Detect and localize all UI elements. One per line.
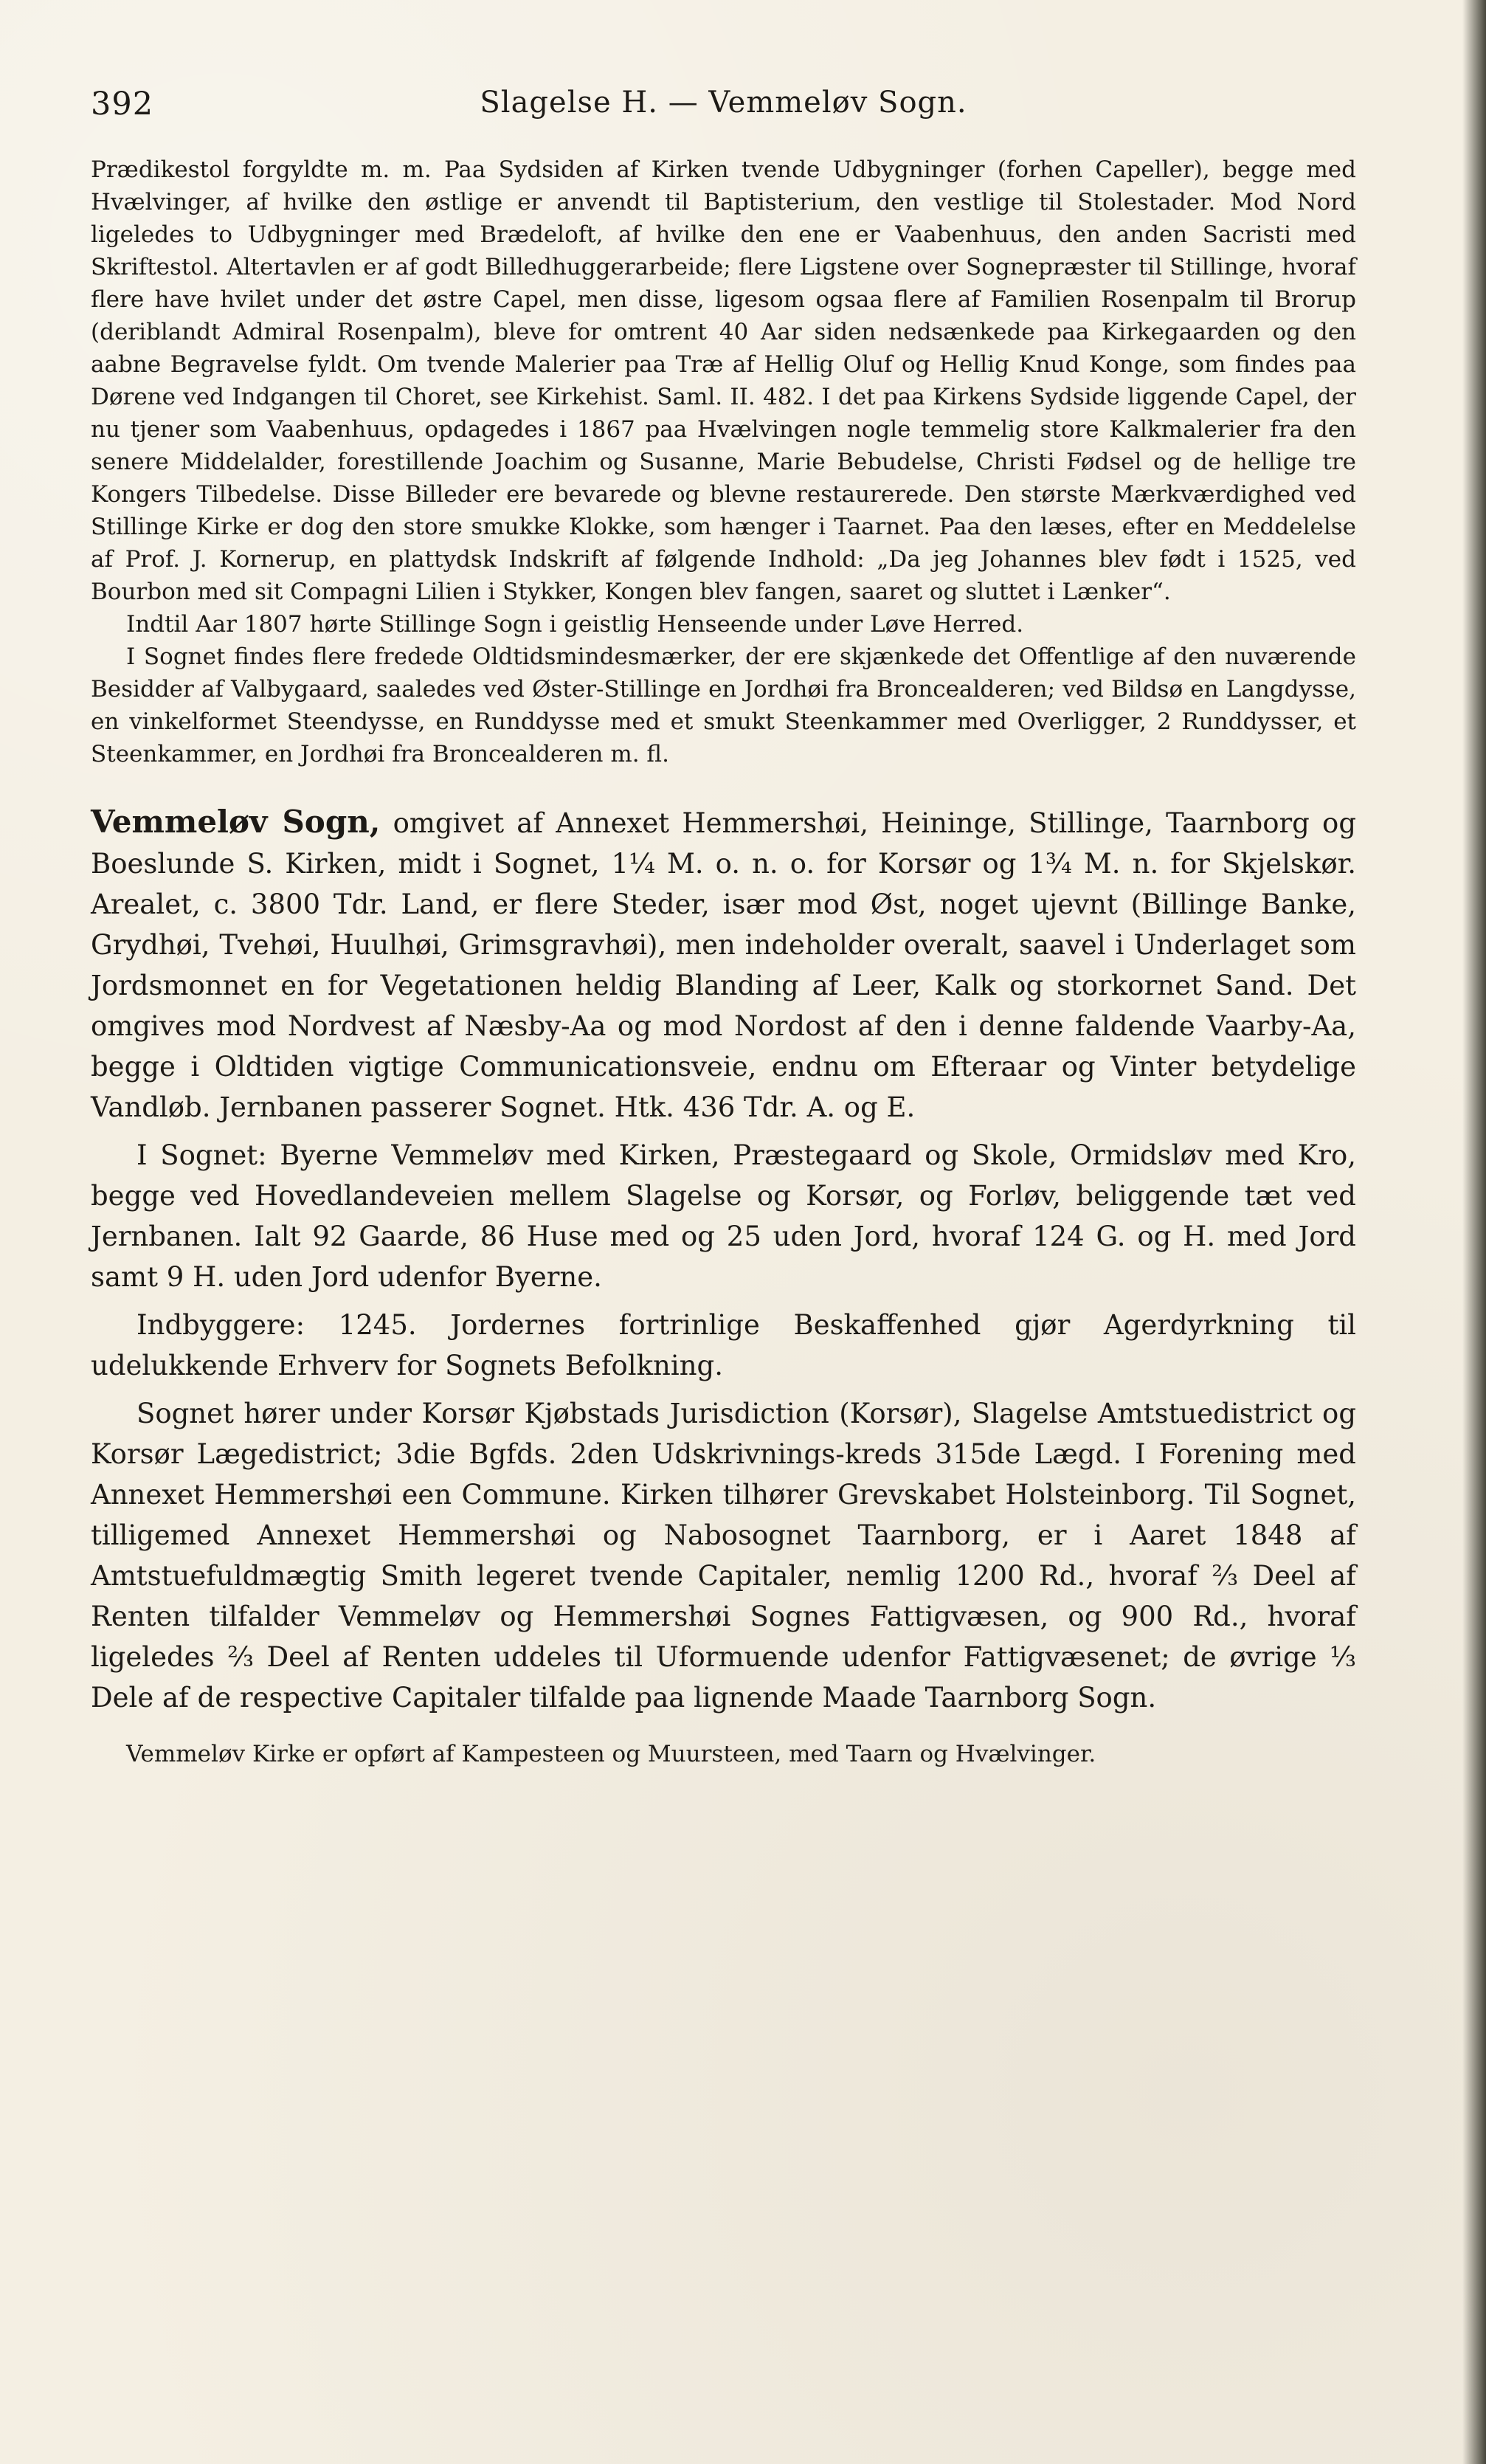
parish-paragraph: Sognet hører under Korsør Kjøbstads Jurisdiction (Korsør), Slagelse Amtstuedistrict og Korsør Lægedistrict; 3die Bgfds. 2den Udskrivnings-kreds 315de Lægd. I Forening med Annexet Hemmershøi een Commune. Kirken tilhører Grevskabet Holsteinborg. Til Sognet, tilligemed Annexet Hemmershøi og Nabosognet Taarnborg, er i Aaret 1848 af Amtstuefuldmægtig Smith legeret tvende Capitaler, nemlig 1200 Rd., hvoraf ⅔ Deel af Renten tilfalder Vemmeløv og Hemmershøi Sognes Fattigvæsen, og 900 Rd., hvoraf ligeledes ⅔ Deel af Renten uddeles til Uformuende udenfor Fattigvæsenet; de øvrige ⅓ Dele af de respective Capitaler tilfalde paa lignende Maade Taarnborg Sogn. xyxy=(91,1398,1356,1714)
intro-paragraph: I Sognet findes flere fredede Oldtidsmindesmærker, der ere skjænkede det Offentlige af den nuværende Besidder af Valbygaard, saaledes ved Øster-Stillinge en Jordhøi fra Broncealderen; ved Bildsø en Langdysse, en vinkelformet Steendysse, en Runddysse med et smukt Steenkammer med Overligger, 2 Runddysser, et Steenkammer, en Jordhøi fra Broncealderen m. fl. xyxy=(91,643,1356,767)
parish-entry xyxy=(91,801,1356,1770)
parish-paragraph: I Sognet: Byerne Vemmeløv med Kirken, Præstegaard og Skole, Ormidsløv med Kro, begge ved Hovedlandeveien mellem Slagelse og Korsør, og Forløv, beliggende tæt ved Jernbanen. Ialt 92 Gaarde, 86 Huse med og 25 uden Jord, hvoraf 124 G. og H. med Jord samt 9 H. uden Jord udenfor Byerne. xyxy=(91,1139,1356,1293)
parish-description: omgivet af Annexet Hemmershøi, Heininge, Stillinge, Taarnborg og Boeslunde S. Kirken, midt i Sognet, 1¼ M. o. n. o. for Korsør og 1¾ M. n. for Skjelskør. Arealet, c. 3800 Tdr. Land, er flere Steder, især mod Øst, noget ujevnt (Billinge Banke, Grydhøi, Tvehøi, Huulhøi, Grimsgravhøi), men indeholder overalt, saavel i Underlaget som Jordsmonnet en for Vegetationen heldig Blanding af Leer, Kalk og storkornet Sand. Det omgives mod Nordvest af Næsby-Aa og mod Nordost af den i denne faldende Vaarby-Aa, begge i Oldtiden vigtige Communicationsveie, endnu om Efteraar og Vinter betydelige Vandløb. Jernbanen passerer Sognet. Htk. 436 Tdr. A. og E. xyxy=(91,807,1357,1123)
parish-paragraph xyxy=(91,801,1356,1128)
page-content xyxy=(91,86,1356,1792)
intro-section xyxy=(91,153,1356,770)
parish-paragraph: Indbyggere: 1245. Jordernes fortrinlige Beskaffenhed gjør Agerdyrkning til udelukkende Erhverv for Sognets Befolkning. xyxy=(91,1309,1356,1381)
page-header xyxy=(91,86,1356,137)
running-head: Slagelse H. — Vemmeløv Sogn. xyxy=(480,86,967,120)
intro-paragraph: Indtil Aar 1807 hørte Stillinge Sogn i geistlig Henseende under Løve Herred. xyxy=(126,611,1024,638)
footnote: Vemmeløv Kirke er opført af Kampesteen og Muursteen, med Taarn og Hvælvinger. xyxy=(126,1741,1096,1767)
intro-paragraph: Prædikestol forgyldte m. m. Paa Sydsiden af Kirken tvende Udbygninger (forhen Capeller), begge med Hvælvinger, af hvilke den østlige er anvendt til Baptisterium, den vestlige til Stolestader. Mod Nord ligeledes to Udbygninger med Brædeloft, af hvilke den ene er Vaabenhuus, den anden Sacristi med Skriftestol. Altertavlen er af godt Billedhuggerarbeide; flere Ligstene over Sognepræster til Stillinge, hvoraf flere have hvilet under det østre Capel, men disse, ligesom ogsaa flere af Familien Rosenpalm til Brorup (deriblandt Admiral Rosenpalm), bleve for omtrent 40 Aar siden nedsænkede paa Kirkegaarden og den aabne Begravelse fyldt. Om tvende Malerier paa Træ af Hellig Oluf og Hellig Knud Konge, som findes paa Dørene ved Indgangen til Choret, see Kirkehist. Saml. II. 482. I det paa Kirkens Sydside liggende Capel, der nu tjener som Vaabenhuus, opdagedes i 1867 paa Hvælvingen nogle temmelig store Kalkmalerier fra den senere Middelalder, forestillende Joachim og Susanne, Marie Bebudelse, Christi Fødsel og de hellige tre Kongers Tilbedelse. Disse Billeder ere bevarede og blevne restaurerede. Den største Mærkværdighed ved Stillinge Kirke er dog den store smukke Klokke, som hænger i Taarnet. Paa den læses, efter en Meddelelse af Prof. J. Kornerup, en plattydsk Indskrift af følgende Indhold: „Da jeg Johannes blev født i 1525, ved Bourbon med sit Compagni Lilien i Stykker, Kongen blev fangen, saaret og sluttet i Lænker“. xyxy=(91,156,1356,605)
parish-title: Vemmeløv Sogn, xyxy=(91,804,381,840)
page-number: 392 xyxy=(91,86,154,122)
page-edge-shadow xyxy=(1462,0,1486,2464)
